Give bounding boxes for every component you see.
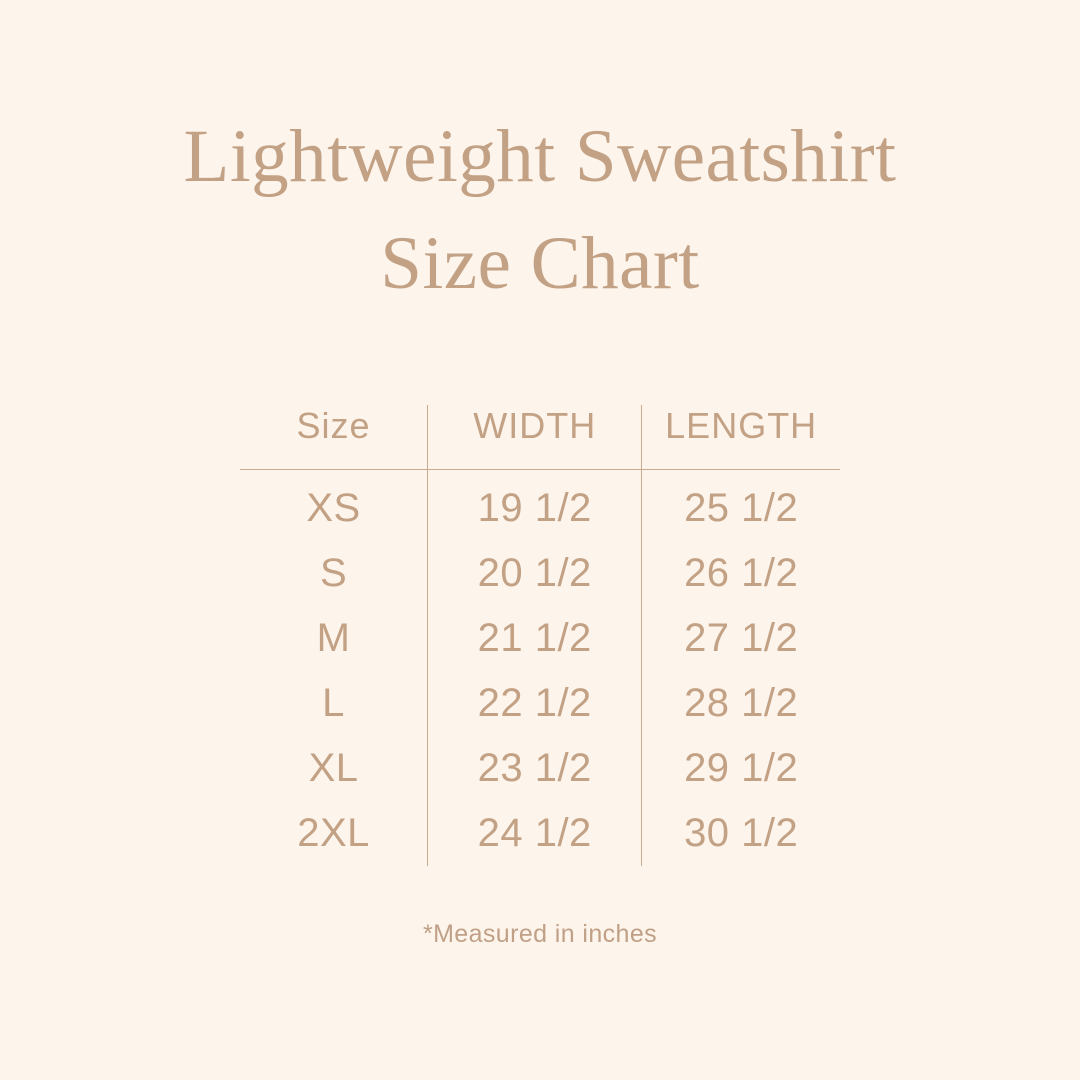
cell-length: 27 1/2 xyxy=(642,606,840,671)
table-body xyxy=(240,470,840,867)
cell-length: 26 1/2 xyxy=(642,541,840,606)
table-row xyxy=(240,470,840,542)
cell-width: 22 1/2 xyxy=(428,671,642,736)
table-row xyxy=(240,801,840,866)
cell-size: M xyxy=(316,616,351,660)
cell-length: 28 1/2 xyxy=(642,671,840,736)
cell-length: 30 1/2 xyxy=(642,801,840,866)
cell-length: 25 1/2 xyxy=(642,470,840,542)
cell-size: 2XL xyxy=(297,811,370,855)
cell-size: S xyxy=(319,551,348,595)
table-header xyxy=(240,405,840,470)
column-header-width: WIDTH xyxy=(428,405,642,470)
cell-size: XL xyxy=(308,746,359,790)
title-line-2: Size Chart xyxy=(380,221,700,305)
table-row xyxy=(240,671,840,736)
cell-width: 24 1/2 xyxy=(428,801,642,866)
cell-size: L xyxy=(322,681,345,725)
cell-width: 21 1/2 xyxy=(428,606,642,671)
table-row xyxy=(240,606,840,671)
cell-width: 23 1/2 xyxy=(428,736,642,801)
cell-length: 29 1/2 xyxy=(642,736,840,801)
size-chart-table xyxy=(240,405,840,866)
column-header-size: Size xyxy=(240,405,428,470)
page-title xyxy=(184,104,897,317)
table-row xyxy=(240,736,840,801)
table-row xyxy=(240,541,840,606)
table-header-row xyxy=(240,405,840,470)
measurement-note: *Measured in inches xyxy=(422,920,658,948)
title-line-1: Lightweight Sweatshirt xyxy=(183,115,897,198)
size-chart-table-wrapper xyxy=(240,405,840,866)
cell-size: XS xyxy=(306,486,361,530)
cell-width: 20 1/2 xyxy=(428,541,642,606)
cell-width: 19 1/2 xyxy=(428,470,642,542)
column-header-length: LENGTH xyxy=(642,405,840,470)
